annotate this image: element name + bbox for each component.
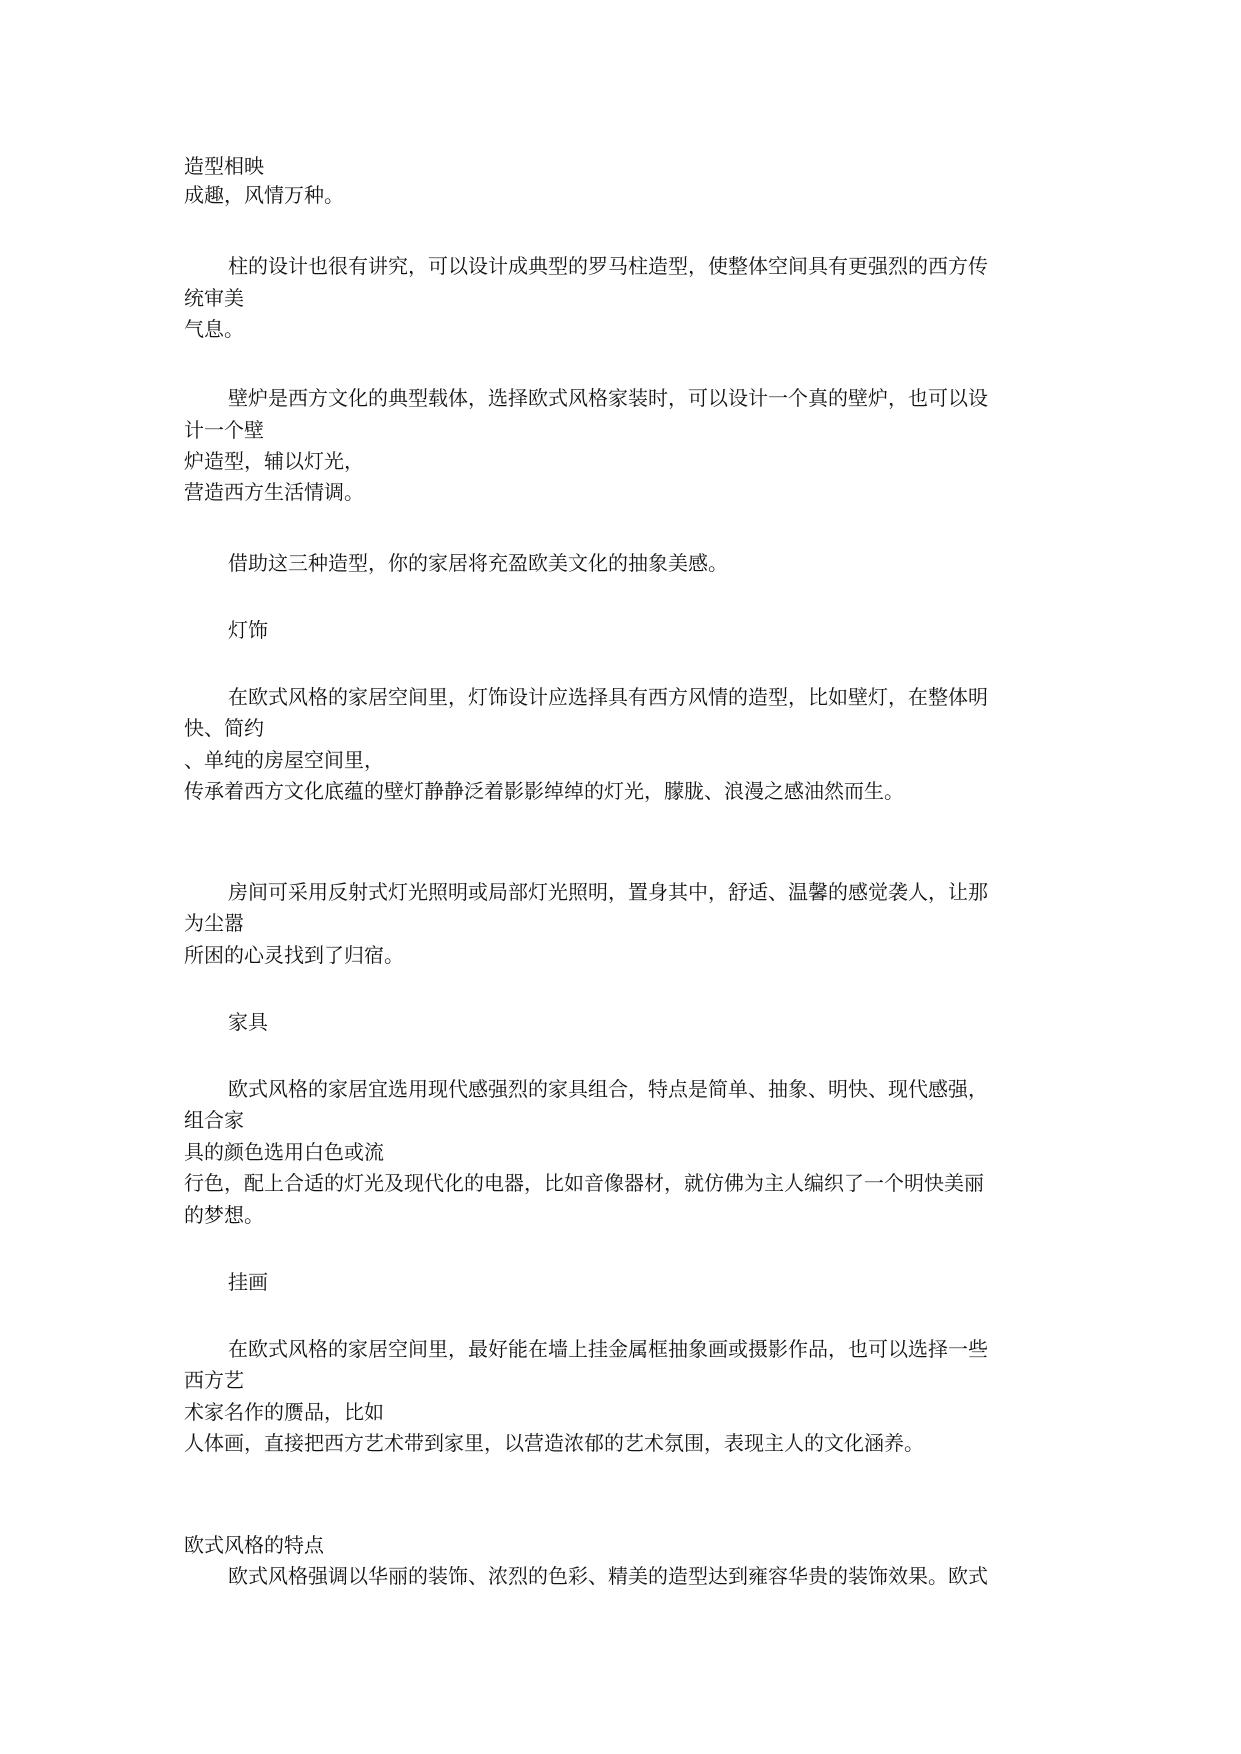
paragraph-first-line: 柱的设计也很有讲究，可以设计成典型的罗马柱造型，使整体空间具有更强烈的西方传 — [228, 254, 988, 278]
text-line: 具的颜色选用白色或流 — [184, 1140, 384, 1164]
text-line: 快、简约 — [184, 716, 264, 740]
paragraph-first-line: 壁炉是西方文化的典型载体，选择欧式风格家装时，可以设计一个真的壁炉，也可以设 — [228, 386, 988, 410]
section-heading: 家具 — [228, 1010, 268, 1034]
text-line: 统审美 — [184, 286, 244, 310]
section-title: 欧式风格的特点 — [184, 1533, 324, 1557]
text-line: 传承着西方文化底蕴的壁灯静静泛着影影绰绰的灯光，朦胧、浪漫之感油然而生。 — [184, 779, 904, 803]
text-line: 组合家 — [184, 1108, 244, 1132]
text-line: 成趣，风情万种。 — [184, 183, 344, 207]
text-line: 西方艺 — [184, 1368, 244, 1392]
text-line: 造型相映 — [184, 154, 264, 178]
text-line: 人体画，直接把西方艺术带到家里，以营造浓郁的艺术氛围，表现主人的文化涵养。 — [184, 1431, 924, 1455]
section-heading: 灯饰 — [228, 618, 268, 642]
paragraph-first-line: 借助这三种造型，你的家居将充盈欧美文化的抽象美感。 — [228, 551, 728, 575]
text-line: 营造西方生活情调。 — [184, 480, 364, 504]
text-line: 术家名作的赝品，比如 — [184, 1400, 384, 1424]
paragraph-first-line: 房间可采用反射式灯光照明或局部灯光照明，置身其中，舒适、温馨的感觉袭人，让那 — [228, 880, 988, 904]
text-line: 的梦想。 — [184, 1203, 264, 1227]
text-line: 炉造型，辅以灯光， — [184, 449, 364, 473]
paragraph-first-line: 在欧式风格的家居空间里，灯饰设计应选择具有西方风情的造型，比如壁灯，在整体明 — [228, 685, 988, 709]
text-line: 所困的心灵找到了归宿。 — [184, 943, 404, 967]
text-line: 、单纯的房屋空间里， — [184, 748, 384, 772]
section-heading: 挂画 — [228, 1270, 268, 1294]
text-line: 计一个壁 — [184, 418, 264, 442]
paragraph-first-line: 欧式风格强调以华丽的装饰、浓烈的色彩、精美的造型达到雍容华贵的装饰效果。欧式 — [228, 1564, 988, 1588]
text-line: 行色，配上合适的灯光及现代化的电器，比如音像器材，就仿佛为主人编织了一个明快美丽 — [184, 1171, 984, 1195]
text-line: 为尘嚣 — [184, 911, 244, 935]
text-line: 气息。 — [184, 317, 244, 341]
paragraph-first-line: 欧式风格的家居宜选用现代感强烈的家具组合，特点是简单、抽象、明快、现代感强， — [228, 1077, 988, 1101]
paragraph-first-line: 在欧式风格的家居空间里，最好能在墙上挂金属框抽象画或摄影作品，也可以选择一些 — [228, 1337, 988, 1361]
